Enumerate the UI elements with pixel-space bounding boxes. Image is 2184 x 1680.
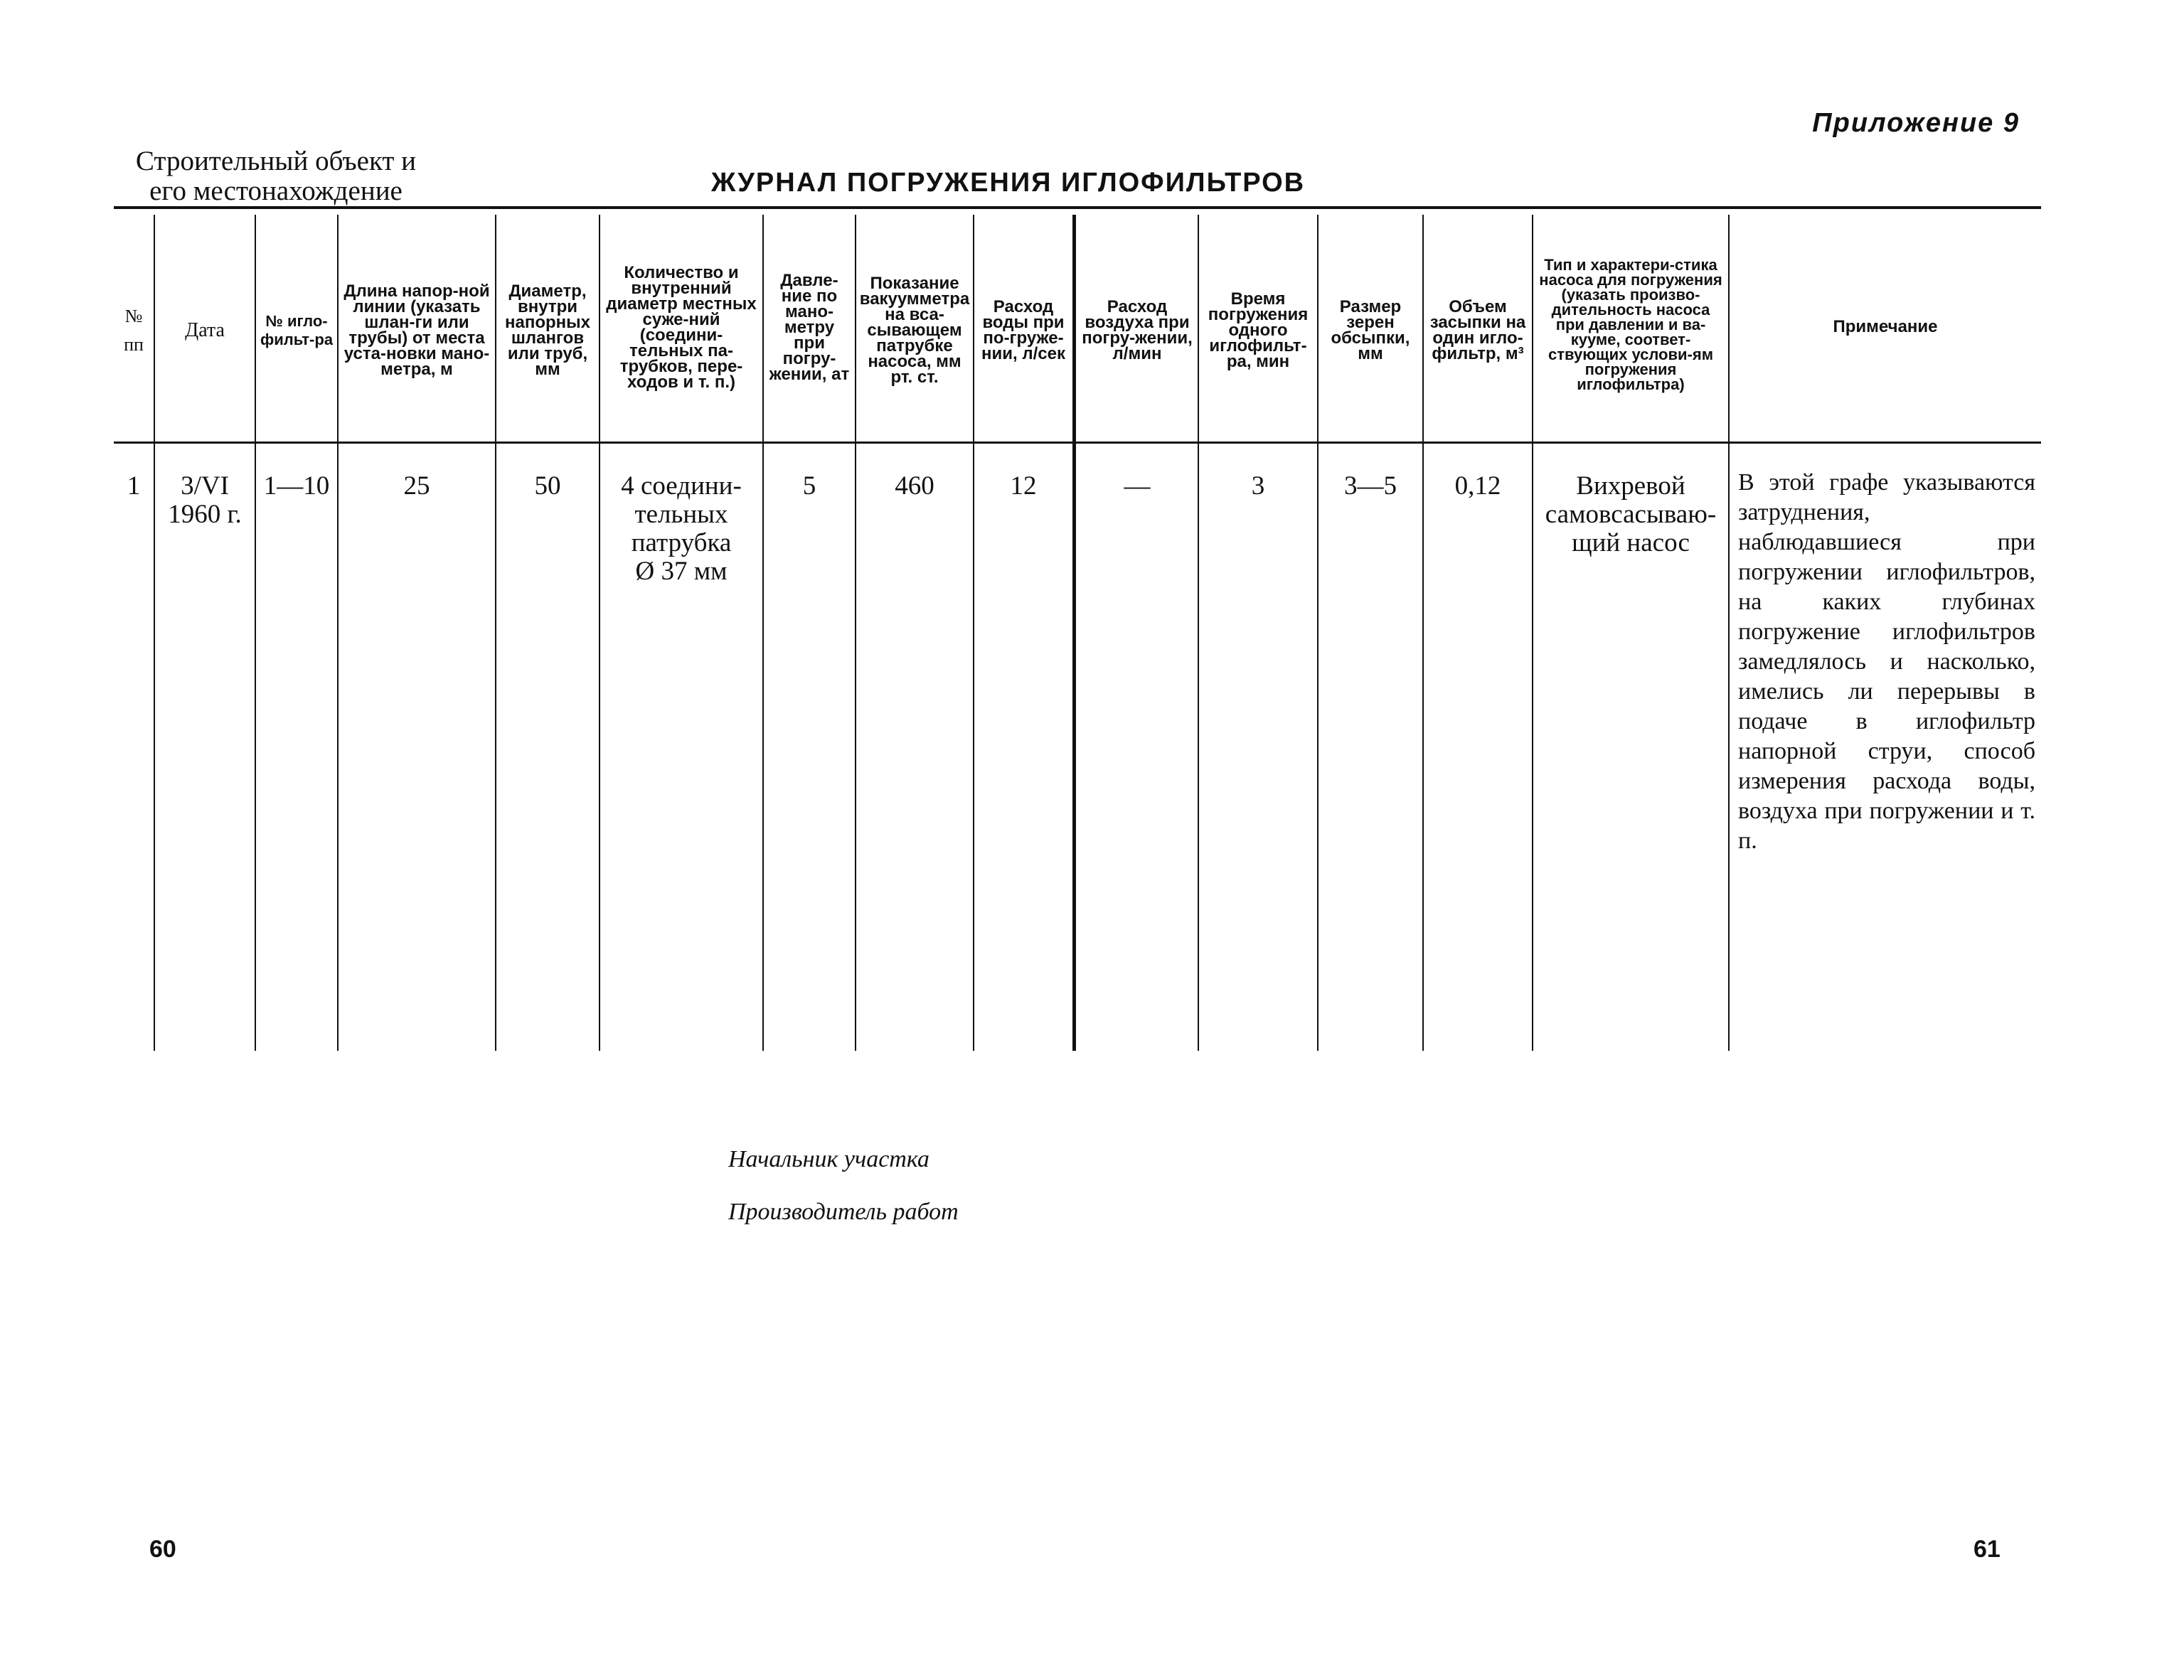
cell-num: 1 (127, 471, 141, 501)
header-pressure: Давле-ние по мано-метру при погру-жении, ат (769, 271, 850, 384)
cell-grain-size: 3—5 (1344, 471, 1397, 501)
site-label (112, 146, 440, 206)
site-label-line1: Строительный объект и (135, 146, 417, 176)
cell-pressure: 5 (802, 471, 816, 501)
header-backfill-volume: Объем засыпки на один игло-фильтр, м³ (1429, 297, 1526, 363)
cell-air-flow: — (1124, 471, 1151, 501)
page-number-left: 60 (149, 1536, 176, 1563)
page-title: ЖУРНАЛ ПОГРУЖЕНИЯ ИГЛОФИЛЬТРОВ (711, 168, 1306, 198)
cell-water-flow: 12 (1010, 471, 1037, 501)
header-num: № пп (124, 306, 144, 355)
header-sink-time: Время погружения одного иглофильт-ра, мин (1208, 289, 1309, 371)
header-grain-size: Размер зерен обсыпки, мм (1331, 297, 1410, 363)
header-note: Примечание (1833, 317, 1938, 336)
header-constrictions: Количество и внутренний диаметр местных суже-ний (соедини-тельных па-трубков, пере-ходов и т. п.) (606, 263, 757, 392)
header-diameter: Диаметр, внутри напорных шлангов или труб, мм (505, 282, 590, 379)
header-air-flow: Расход воздуха при погру-жении, л/мин (1082, 297, 1193, 363)
cell-date: 3/VI 1960 г. (168, 471, 242, 529)
cell-diameter: 50 (534, 471, 561, 501)
appendix-label: Приложение 9 (1812, 108, 2020, 138)
cell-line-length: 25 (403, 471, 430, 501)
cell-pump-type: Вихревой самовсасываю- щий насос (1545, 471, 1717, 557)
header-pump-type: Тип и характери-стика насоса для погружения (указать произво-дительность насоса при давлении и ва-кууме, соответ-ствующих услови-ям погружения иглофильтра) (1539, 255, 1722, 393)
cell-vacuum: 460 (895, 471, 934, 501)
page-number-right: 61 (1973, 1536, 2001, 1563)
header-separator-rule (114, 442, 2041, 444)
cell-filter-no: 1—10 (263, 471, 330, 501)
header-water-flow: Расход воды при по-груже-нии, л/сек (981, 297, 1065, 363)
table-top-rule (114, 206, 2041, 209)
signature-section-head: Начальник участка (728, 1146, 929, 1172)
header-vacuum: Показание вакуумметра на вса-сывающем патрубке насоса, мм рт. ст. (859, 274, 970, 387)
cell-note: В этой графе указываются затруднения, наблюдавшиеся при погружении иглофильтров, на каких глубинах погружение иглофильтров замедлялось и насколько, имелись ли перерывы в подаче в иглофильтр напорной струи, способ измерения расхода воды, воздуха при погружении и т. п. (1738, 469, 2035, 854)
cell-sink-time: 3 (1251, 471, 1265, 501)
header-filter-no: № игло-фильт-ра (260, 312, 334, 348)
header-line-length: Длина напор-ной линии (указать шлан-ги или трубы) от места уста-новки мано-метра, м (343, 282, 490, 379)
cell-backfill-volume: 0,12 (1454, 471, 1501, 501)
signature-works-manager: Производитель работ (728, 1199, 959, 1225)
header-date: Дата (185, 319, 225, 341)
column-divider-bold (1072, 215, 1076, 1051)
cell-constrictions: 4 соедини- тельных патрубка Ø 37 мм (621, 471, 742, 586)
site-label-line2: его местонахождение (149, 176, 403, 206)
